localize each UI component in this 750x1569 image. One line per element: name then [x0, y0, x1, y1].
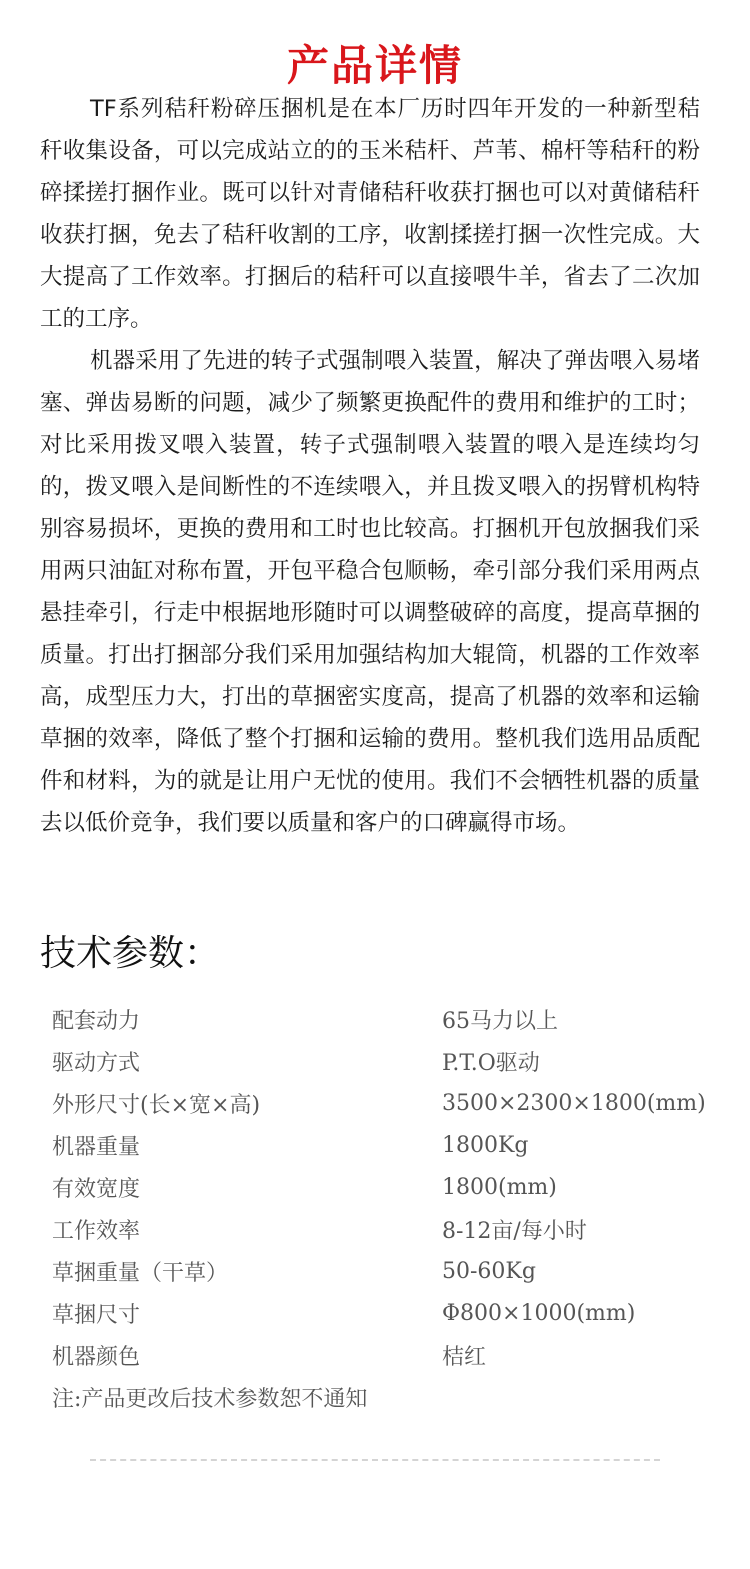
spec-table	[52, 998, 712, 1418]
spec-value: 3500×2300×1800(mm)	[442, 1090, 706, 1116]
spec-label: 工作效率	[52, 1218, 141, 1244]
description-paragraph-2: 机器采用了先进的转子式强制喂入装置，解决了弹齿喂入易堵塞、弹齿易断的问题，减少了频繁更换配件的费用和维护的工时；对比采用拨叉喂入装置，转子式强制喂入装置的喂入是连续均匀的，拨叉喂入是间断性的不连续喂入，并且拨叉喂入的拐臂机构特别容易损坏，更换的费用和工时也比较高。打捆机开包放捆我们采用两只油缸对称布置，开包平稳合包顺畅，牵引部分我们采用两点悬挂牵引，行走中根据地形随时可以调整破碎的高度，提高草捆的质量。打出打捆部分我们采用加强结构加大辊筒，机器的工作效率高，成型压力大，打出的草捆密实度高，提高了机器的效率和运输草捆的效率，降低了整个打捆和运输的费用。整机我们选用品质配件和材料，为的就是让用户无忧的使用。我们不会牺牲机器的质量去以低价竞争，我们要以质量和客户的口碑赢得市场。	[40, 348, 700, 836]
spec-label: 配套动力	[52, 1008, 141, 1034]
spec-row	[52, 1124, 712, 1166]
spec-value: 65马力以上	[442, 1008, 558, 1034]
spec-row	[52, 1208, 712, 1250]
spec-row	[52, 1250, 712, 1292]
spec-value: 1800(mm)	[442, 1174, 557, 1200]
spec-row	[52, 1292, 712, 1334]
spec-label: 机器重量	[52, 1134, 141, 1160]
description-paragraph-1: TF系列秸秆粉碎压捆机是在本厂历时四年开发的一种新型秸秆收集设备，可以完成站立的的玉米秸杆、芦苇、棉杆等秸秆的粉碎揉搓打捆作业。既可以针对青储秸秆收获打捆也可以对黄储秸秆收获打捆，免去了秸秆收割的工序，收割揉搓打捆一次性完成。大大提高了工作效率。打捆后的秸秆可以直接喂牛羊，省去了二次加工的工序。	[40, 96, 700, 332]
dashed-divider	[90, 1459, 660, 1461]
page-title: 产品详情	[286, 41, 463, 91]
spec-label: 草捆尺寸	[52, 1302, 141, 1328]
product-description	[40, 88, 700, 844]
spec-label: 驱动方式	[52, 1050, 141, 1076]
spec-value: Φ800×1000(mm)	[442, 1300, 636, 1326]
spec-label: 外形尺寸(长×宽×高)	[52, 1092, 261, 1118]
spec-value: 50-60Kg	[442, 1258, 536, 1284]
spec-value: 8-12亩/每小时	[442, 1218, 587, 1244]
spec-label: 机器颜色	[52, 1344, 141, 1370]
spec-value: 桔红	[442, 1344, 487, 1370]
spec-row	[52, 1040, 712, 1082]
spec-row	[52, 1082, 712, 1124]
spec-label: 有效宽度	[52, 1176, 141, 1202]
spec-value: P.T.O驱动	[442, 1050, 540, 1076]
spec-row	[52, 998, 712, 1040]
specs-heading: 技术参数：	[40, 933, 221, 974]
spec-row	[52, 1166, 712, 1208]
spec-note: 注:产品更改后技术参数恕不通知	[52, 1386, 368, 1412]
spec-label: 草捆重量（干草）	[52, 1260, 229, 1286]
spec-value: 1800Kg	[442, 1132, 529, 1158]
spec-row	[52, 1334, 712, 1376]
